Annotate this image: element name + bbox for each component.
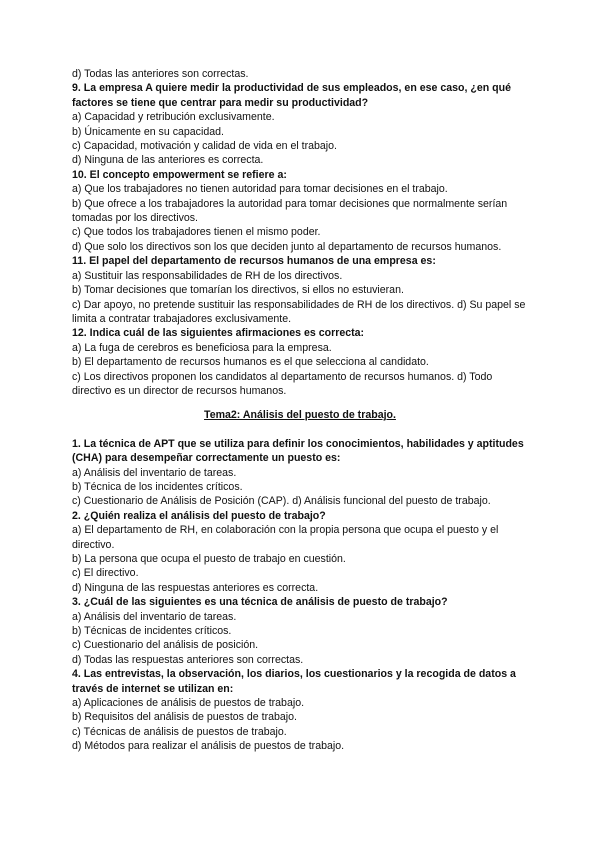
answer-option: a) El departamento de RH, en colaboración con la propia persona que ocupa el puesto y el directivo. bbox=[72, 524, 499, 551]
answer-option: a) Que los trabajadores no tienen autoridad para tomar decisiones en el trabajo. bbox=[72, 183, 448, 196]
answer-option: a) La fuga de cerebros es beneficiosa para la empresa. bbox=[72, 341, 332, 354]
answer-option: b) Que ofrece a los trabajadores la autoridad para tomar decisiones que normalmente serían tomadas por los directivos. bbox=[72, 197, 508, 225]
question-9: 9. La empresa A quiere medir la productividad de sus empleados, en ese caso, ¿en qué factores se tiene que centrar para medir su productividad? bbox=[72, 82, 512, 109]
document-page bbox=[72, 67, 528, 754]
answer-option: c) Dar apoyo, no pretende sustituir las responsabilidades de RH de los directivos. d) Su papel se limita a contratar trabajadores exclusivamente. bbox=[72, 298, 526, 325]
answer-option: d) Todas las anteriores son correctas. bbox=[72, 68, 249, 80]
question-11: 11. El papel del departamento de recursos humanos de una empresa es: bbox=[72, 255, 436, 268]
question-2: 2. ¿Quién realiza el análisis del puesto de trabajo? bbox=[72, 509, 326, 522]
answer-option: c) Técnicas de análisis de puestos de trabajo. bbox=[72, 725, 287, 738]
question-10: 10. El concepto empowerment se refiere a: bbox=[72, 168, 287, 181]
answer-option: c) Que todos los trabajadores tienen el mismo poder. bbox=[72, 226, 321, 239]
answer-option: b) El departamento de recursos humanos es el que selecciona al candidato. bbox=[72, 356, 429, 369]
answer-option: c) Capacidad, motivación y calidad de vida en el trabajo. bbox=[72, 140, 337, 153]
answer-option: c) Los directivos proponen los candidatos al departamento de recursos humanos. d) Todo directivo es un director de recursos humanos. bbox=[72, 370, 493, 397]
answer-option: d) Métodos para realizar el análisis de puestos de trabajo. bbox=[72, 740, 345, 753]
answer-option: a) Aplicaciones de análisis de puestos de trabajo. bbox=[72, 697, 305, 710]
section-title: Tema2: Análisis del puesto de trabajo. bbox=[204, 409, 396, 422]
question-1: 1. La técnica de APT que se utiliza para definir los conocimientos, habilidades y aptitudes (CHA) para desempeñar correctamente un puesto es: bbox=[72, 437, 524, 465]
answer-option: b) Requisitos del análisis de puestos de trabajo. bbox=[72, 711, 297, 724]
question-12: 12. Indica cuál de las siguientes afirmaciones es correcta: bbox=[72, 327, 365, 340]
answer-option: b) Tomar decisiones que tomarían los directivos, si ellos no estuvieran. bbox=[72, 284, 404, 297]
answer-option: d) Todas las respuestas anteriores son correctas. bbox=[72, 653, 304, 666]
answer-option: d) Ninguna de las anteriores es correcta. bbox=[72, 154, 264, 167]
answer-option: c) Cuestionario de Análisis de Posición (CAP). d) Análisis funcional del puesto de trabajo. bbox=[72, 495, 491, 508]
answer-option: a) Análisis del inventario de tareas. bbox=[72, 466, 237, 479]
answer-option: b) Técnicas de incidentes críticos. bbox=[72, 625, 232, 638]
answer-option: a) Capacidad y retribución exclusivamente. bbox=[72, 111, 275, 124]
answer-option: c) El directivo. bbox=[72, 567, 139, 580]
answer-option: b) Únicamente en su capacidad. bbox=[72, 125, 224, 138]
answer-option: d) Que solo los directivos son los que deciden junto al departamento de recursos humanos. bbox=[72, 240, 502, 253]
answer-option: a) Análisis del inventario de tareas. bbox=[72, 610, 237, 623]
question-4: 4. Las entrevistas, la observación, los diarios, los cuestionarios y la recogida de datos a través de internet se utilizan en: bbox=[72, 668, 516, 695]
answer-option: b) La persona que ocupa el puesto de trabajo en cuestión. bbox=[72, 553, 346, 565]
answer-option: b) Técnica de los incidentes críticos. bbox=[72, 480, 243, 493]
answer-option: a) Sustituir las responsabilidades de RH de los directivos. bbox=[72, 269, 343, 282]
answer-option: d) Ninguna de las respuestas anteriores es correcta. bbox=[72, 581, 319, 594]
answer-option: c) Cuestionario del análisis de posición. bbox=[72, 639, 259, 652]
question-3: 3. ¿Cuál de las siguientes es una técnica de análisis de puesto de trabajo? bbox=[72, 596, 448, 609]
